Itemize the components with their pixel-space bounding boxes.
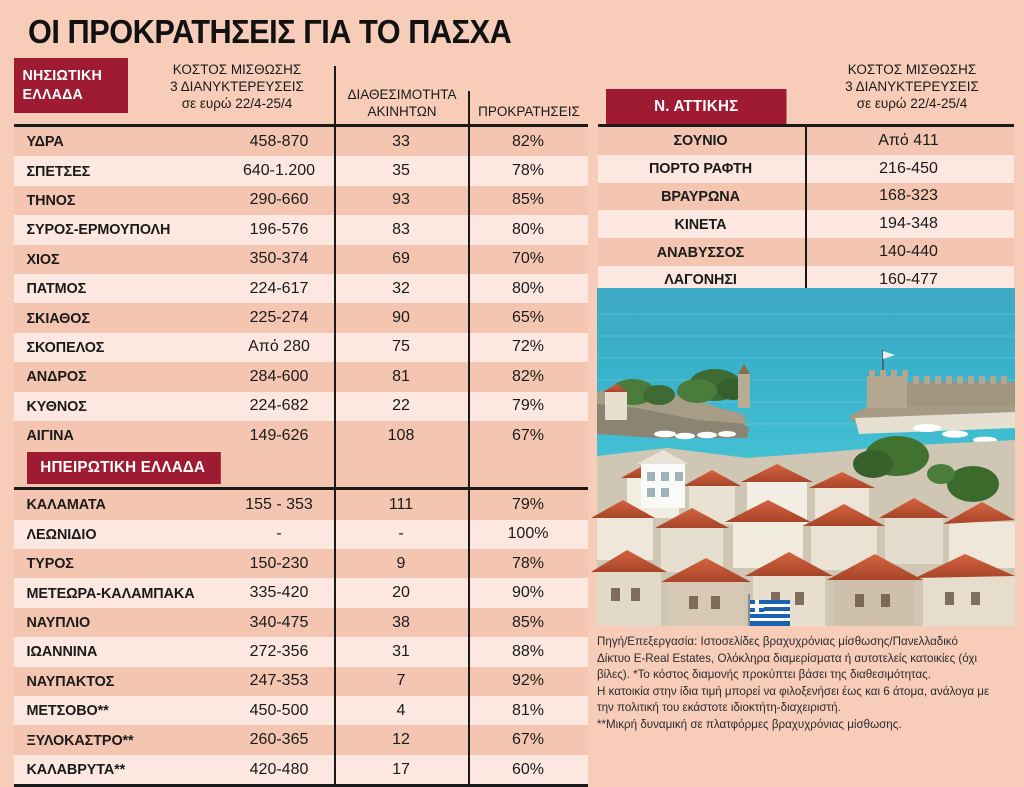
row-bookings: 88%	[511, 642, 545, 660]
row-cost: -	[276, 525, 282, 543]
attica-row-cost: Από 411	[878, 131, 939, 149]
row-cost: 284-600	[249, 367, 309, 385]
row-location: ΜΕΤΕΩΡΑ-ΚΑΛΑΜΠΑΚΑ	[26, 584, 195, 602]
row-availability: 83	[392, 220, 410, 238]
row-divider-1	[334, 215, 336, 244]
attica-row-cost: 160-477	[879, 270, 938, 288]
row-location: ΑΙΓΙΝΑ	[26, 427, 74, 445]
row-divider-1	[334, 608, 336, 637]
row-cost: 225-274	[249, 309, 309, 327]
row-location: ΣΚΟΠΕΛΟΣ	[26, 338, 105, 356]
row-availability: 75	[392, 338, 410, 356]
row-location: ΤΥΡΟΣ	[26, 555, 74, 573]
table-row	[14, 127, 588, 156]
row-location: ΤΗΝΟΣ	[26, 191, 76, 209]
row-cost: 150-230	[249, 554, 309, 572]
row-availability: 9	[396, 554, 406, 572]
harbor-photo-illustration	[597, 288, 1015, 626]
row-availability: 93	[392, 191, 410, 209]
row-bookings: 78%	[511, 162, 545, 180]
section-header-islands	[14, 58, 128, 113]
row-location: ΚΥΘΝΟΣ	[26, 397, 87, 415]
row-divider-2	[468, 755, 470, 784]
row-divider-2	[468, 303, 470, 332]
row-bookings: 72%	[511, 338, 545, 356]
row-cost: 458-870	[249, 132, 309, 150]
row-location: ΠΑΤΜΟΣ	[26, 280, 87, 298]
row-divider-2	[468, 696, 470, 725]
attica-table-row	[598, 127, 1014, 155]
table-row	[14, 274, 588, 303]
table-row	[14, 696, 588, 725]
row-cost: 196-576	[249, 220, 309, 238]
row-divider-2	[468, 608, 470, 637]
row-cost: 224-617	[249, 279, 309, 297]
row-location: ΚΑΛΑΜΑΤΑ	[26, 496, 106, 514]
row-availability: 31	[392, 642, 410, 660]
row-availability: 12	[392, 731, 410, 749]
row-divider-1	[334, 333, 336, 362]
row-divider-1	[334, 520, 336, 549]
attica-column-header-cost-line1: ΚΟΣΤΟΣ ΜΙΣΘΩΣΗΣ	[847, 62, 977, 77]
table-row	[14, 156, 588, 185]
table-row	[14, 490, 588, 519]
footnote-line-6: **Μικρή δυναμική σε πλατφόρμες βραχυχρόνιας μίσθωσης.	[597, 717, 902, 731]
row-bookings: 100%	[507, 525, 549, 543]
row-divider-1	[334, 362, 336, 391]
column-header-availability	[336, 86, 468, 120]
row-divider-2	[468, 667, 470, 696]
attica-row-location: ΛΑΓΟΝΗΣΙ	[664, 271, 737, 289]
column-header-cost-line3: σε ευρώ 22/4-25/4	[181, 96, 293, 111]
attica-column-header-cost	[810, 61, 1014, 112]
row-divider-1	[334, 274, 336, 303]
row-divider-1	[334, 303, 336, 332]
attica-row-divider	[805, 238, 807, 266]
row-cost: 450-500	[249, 701, 309, 719]
attica-row-location: ΑΝΑΒΥΣΣΟΣ	[656, 243, 745, 261]
row-cost: 420-480	[249, 760, 309, 778]
table-row	[14, 755, 588, 784]
section-header-islands-line1: ΝΗΣΙΩΤΙΚΗ	[22, 67, 103, 84]
table-row	[14, 637, 588, 666]
row-cost: 149-626	[249, 426, 309, 444]
row-availability: 108	[387, 426, 415, 444]
row-bookings: 60%	[511, 760, 545, 778]
footnote-line-5: την πολιτική του εκάστοτε ιδιοκτήτη-διαχειριστή.	[597, 701, 841, 715]
row-location: ΣΚΙΑΘΟΣ	[26, 309, 90, 327]
row-divider-2	[468, 362, 470, 391]
row-divider-1	[334, 696, 336, 725]
harbor-photo	[597, 288, 1015, 626]
row-divider-2	[468, 156, 470, 185]
attica-row-divider	[805, 183, 807, 211]
row-bookings: 85%	[511, 191, 545, 209]
attica-row-location: ΠΟΡΤΟ ΡΑΦΤΗ	[648, 160, 753, 178]
row-cost: 224-682	[249, 397, 309, 415]
row-divider-1	[334, 392, 336, 421]
table-row	[14, 215, 588, 244]
attica-row-location: ΒΡΑΥΡΩΝΑ	[661, 187, 740, 205]
row-bookings: 90%	[511, 584, 545, 602]
row-bookings: 92%	[511, 672, 545, 690]
row-divider-1	[334, 127, 336, 156]
row-location: ΝΑΥΠΛΙΟ	[26, 614, 91, 632]
column-header-bookings: ΠΡΟΚΡΑΤΗΣΕΙΣ	[478, 104, 580, 119]
column-header-availability-line1: ΔΙΑΘΕΣΙΜΟΤΗΤΑ	[347, 87, 457, 102]
row-availability: 17	[392, 760, 410, 778]
section-header-mainland: ΗΠΕΙΡΩΤΙΚΗ ΕΛΛΑΔΑ	[27, 452, 220, 484]
row-availability: 33	[392, 132, 410, 150]
row-location: ΝΑΥΠΑΚΤΟΣ	[26, 672, 115, 690]
attica-row-cost: 140-440	[879, 243, 938, 261]
row-location: ΞΥΛΟΚΑΣΤΡΟ**	[26, 731, 134, 749]
row-bookings: 67%	[511, 426, 545, 444]
row-divider-1	[334, 725, 336, 754]
row-divider-2	[468, 215, 470, 244]
row-divider-2	[468, 274, 470, 303]
row-bookings: 70%	[511, 250, 545, 268]
row-availability: 32	[392, 279, 410, 297]
header-divider-2	[468, 91, 470, 124]
page-title: ΟΙ ΠΡΟΚΡΑΤΗΣΕΙΣ ΓΙΑ ΤΟ ΠΑΣΧΑ	[28, 13, 512, 50]
row-bookings: 80%	[511, 220, 545, 238]
row-availability: 111	[388, 495, 414, 513]
row-divider-1	[334, 490, 336, 519]
row-location: ΧΙΟΣ	[26, 250, 60, 268]
table-row	[14, 421, 588, 450]
row-divider-2	[468, 127, 470, 156]
row-cost: 260-365	[249, 731, 309, 749]
row-bookings: 67%	[511, 731, 545, 749]
row-divider-2	[468, 637, 470, 666]
row-divider-2	[468, 421, 470, 450]
row-cost: 247-353	[249, 672, 309, 690]
row-bookings: 78%	[511, 554, 545, 572]
row-bookings: 79%	[511, 397, 545, 415]
row-bookings: 85%	[511, 613, 545, 631]
table-row	[14, 333, 588, 362]
table-row	[14, 186, 588, 215]
row-divider-1	[334, 637, 336, 666]
row-location: ΜΕΤΣΟΒΟ**	[26, 702, 109, 720]
row-availability: 7	[396, 672, 406, 690]
row-bookings: 80%	[511, 279, 545, 297]
row-availability: 35	[392, 162, 410, 180]
footnote-line-2: Δίκτυο E-Real Estates, Ολόκληρα διαμερίσματα ή αυτοτελείς κατοικίες (όχι	[597, 651, 978, 665]
column-header-cost-line1: ΚΟΣΤΟΣ ΜΙΣΘΩΣΗΣ	[172, 62, 302, 77]
attica-column-header-cost-line3: σε ευρώ 22/4-25/4	[856, 96, 968, 111]
row-location: ΛΕΩΝΙΔΙΟ	[26, 525, 97, 543]
row-divider-1	[334, 421, 336, 450]
column-header-availability-line2: ΑΚΙΝΗΤΩΝ	[367, 104, 437, 119]
attica-row-cost: 168-323	[879, 187, 938, 205]
attica-row-location: ΣΟΥΝΙΟ	[673, 132, 728, 150]
row-bookings: 79%	[511, 495, 545, 513]
row-location: ΣΠΕΤΣΕΣ	[26, 162, 91, 180]
attica-rows	[598, 127, 1014, 294]
attica-table-row	[598, 210, 1014, 238]
row-cost: 640-1.200	[242, 162, 316, 180]
row-cost: 350-374	[249, 250, 309, 268]
row-divider-2	[468, 725, 470, 754]
table-row	[14, 392, 588, 421]
row-divider-2	[468, 245, 470, 274]
row-divider-2	[468, 450, 470, 487]
header-divider-1	[334, 66, 336, 124]
row-divider-2	[468, 333, 470, 362]
row-divider-2	[468, 549, 470, 578]
attica-table-row	[598, 183, 1014, 211]
row-location: ΥΔΡΑ	[26, 133, 64, 151]
row-divider-1	[334, 667, 336, 696]
footnote-line-1: Πηγή/Επεξεργασία: Ιστοσελίδες βραχυχρόνιας μίσθωσης/Πανελλαδικό	[597, 635, 958, 648]
attica-row-cost: 216-450	[879, 159, 938, 177]
row-divider-1	[334, 549, 336, 578]
row-location: ΚΑΛΑΒΡΥΤΑ**	[26, 761, 126, 778]
section-header-islands-line2: ΕΛΛΑΔΑ	[22, 86, 84, 103]
row-availability: -	[398, 525, 404, 543]
attica-table-row	[598, 238, 1014, 266]
row-divider-1	[334, 578, 336, 607]
row-bookings: 81%	[511, 701, 545, 719]
mainland-section-band	[14, 450, 588, 487]
column-header-cost	[142, 61, 332, 112]
row-divider-2	[468, 490, 470, 519]
row-bookings: 65%	[511, 309, 545, 327]
table-row	[14, 667, 588, 696]
row-cost: Από 280	[248, 338, 310, 356]
row-cost: 272-356	[249, 642, 309, 660]
row-availability: 4	[396, 701, 406, 719]
row-location: ΑΝΔΡΟΣ	[26, 368, 87, 386]
row-bookings: 82%	[511, 367, 545, 385]
attica-row-divider	[805, 127, 807, 155]
footnote-line-4: Η κατοικία στην ίδια τιμή μπορεί να φιλοξενήσει έως και 6 άτομα, ανάλογα με	[597, 684, 990, 698]
attica-row-cost: 194-348	[879, 215, 938, 233]
row-availability: 20	[392, 584, 410, 602]
row-divider-1	[334, 186, 336, 215]
row-cost: 290-660	[249, 191, 309, 209]
table-row	[14, 725, 588, 754]
row-location: ΙΩΑΝΝΙΝΑ	[26, 643, 98, 661]
row-bookings: 82%	[511, 132, 545, 150]
row-divider-1	[334, 156, 336, 185]
attica-table-row	[598, 155, 1014, 183]
source-footnote	[597, 634, 1017, 734]
table-row	[14, 578, 588, 607]
row-divider-2	[468, 186, 470, 215]
row-divider-2	[468, 520, 470, 549]
row-divider-1	[334, 450, 336, 487]
row-divider-2	[468, 578, 470, 607]
attica-row-divider	[805, 155, 807, 183]
row-divider-1	[334, 755, 336, 784]
table-row	[14, 303, 588, 332]
row-divider-1	[334, 245, 336, 274]
section-header-attica: Ν. ΑΤΤΙΚΗΣ	[606, 89, 787, 125]
table-row	[14, 362, 588, 391]
attica-column-header-cost-line2: 3 ΔΙΑΝΥΚΤΕΡΕΥΣΕΙΣ	[845, 79, 979, 94]
row-availability: 38	[392, 613, 410, 631]
column-header-cost-line2: 3 ΔΙΑΝΥΚΤΕΡΕΥΣΕΙΣ	[170, 79, 304, 94]
table-row	[14, 549, 588, 578]
row-availability: 81	[392, 367, 410, 385]
table-row	[14, 520, 588, 549]
row-cost: 335-420	[249, 584, 309, 602]
row-availability: 90	[392, 309, 410, 327]
row-location: ΣΥΡΟΣ-ΕΡΜΟΥΠΟΛΗ	[26, 221, 171, 239]
attica-row-divider	[805, 210, 807, 238]
islands-rows	[14, 127, 588, 787]
table-row	[14, 245, 588, 274]
footnote-line-3: βίλες). *Το κόστος διαμονής προκύπτει βάσει της διαθεσιμότητας.	[597, 668, 931, 682]
table-row	[14, 608, 588, 637]
row-divider-2	[468, 392, 470, 421]
row-cost: 340-475	[249, 613, 309, 631]
row-cost: 155 - 353	[245, 495, 313, 513]
attica-row-location: ΚΙΝΕΤΑ	[674, 215, 727, 233]
row-availability: 69	[392, 250, 410, 268]
row-availability: 22	[392, 397, 410, 415]
